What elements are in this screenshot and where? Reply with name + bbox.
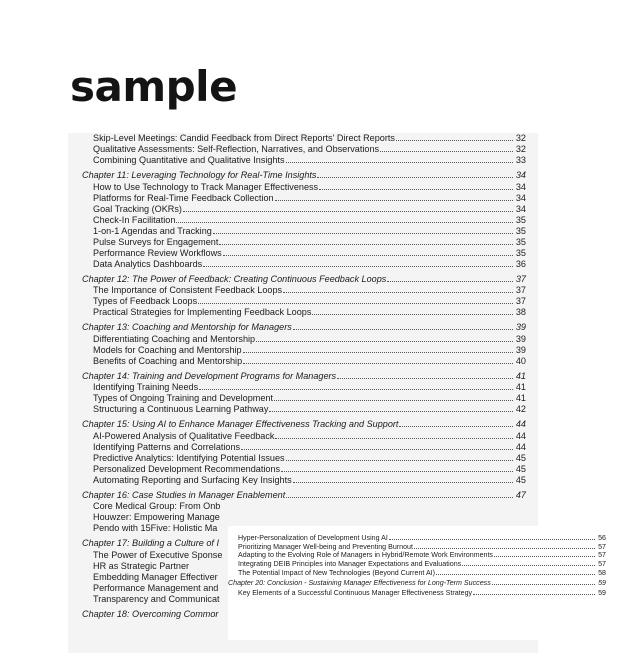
dot-leader bbox=[183, 211, 513, 212]
dot-leader bbox=[494, 556, 595, 557]
toc-chapter-heading-title: Chapter 16: Case Studies in Manager Enablement bbox=[82, 489, 286, 500]
toc-entry bbox=[82, 382, 526, 393]
toc-chapter-heading-title: Chapter 11: Leveraging Technology for Real-Time Insights bbox=[82, 170, 317, 180]
toc-entry-title: How to Use Technology to Track Manager Effectiveness bbox=[93, 181, 319, 192]
toc-chapter-heading-page-number: 44 bbox=[515, 419, 526, 429]
toc-entry-page-number: 56 bbox=[598, 534, 606, 542]
toc-entry-title: Structuring a Continuous Learning Pathway bbox=[93, 404, 269, 414]
toc-chapter-heading bbox=[82, 370, 526, 383]
toc-entry-page-number: 35 bbox=[515, 247, 526, 258]
toc-entry bbox=[82, 144, 526, 155]
toc-entry-title: Data Analytics Dashboards bbox=[93, 258, 203, 269]
toc-entry-page-number: 57 bbox=[598, 551, 606, 560]
toc-chapter bbox=[82, 133, 526, 166]
dot-leader bbox=[317, 177, 513, 178]
toc-entry bbox=[82, 334, 526, 345]
toc-entry-title: Embedding Manager Effectiver bbox=[93, 571, 218, 582]
toc-entry-page-number: 42 bbox=[515, 404, 526, 414]
toc-entry-page-number: 58 bbox=[598, 568, 606, 577]
toc-chapter bbox=[82, 370, 526, 416]
dot-leader bbox=[283, 292, 513, 293]
dot-leader bbox=[176, 222, 513, 223]
toc-entry-page-number: 41 bbox=[515, 382, 526, 392]
toc-entry-page-number: 39 bbox=[515, 344, 526, 355]
toc-entry bbox=[82, 475, 526, 486]
toc-entry-title: Types of Ongoing Training and Development bbox=[93, 393, 273, 403]
toc-entry bbox=[82, 204, 526, 215]
dot-leader bbox=[198, 303, 513, 304]
toc-entry-page-number: 32 bbox=[515, 144, 526, 154]
dot-leader bbox=[275, 200, 513, 201]
toc-entry bbox=[82, 431, 526, 442]
toc-chapter-heading-title: Chapter 15: Using AI to Enhance Manager Effectiveness Tracking and Support bbox=[82, 419, 399, 429]
toc-entry-title: 1-on-1 Agendas and Tracking bbox=[93, 225, 212, 236]
dot-leader bbox=[286, 460, 513, 461]
dot-leader bbox=[275, 438, 513, 439]
toc-entry-title: Automating Reporting and Surfacing Key Insights bbox=[93, 474, 292, 485]
toc-entry-page-number: 36 bbox=[515, 258, 526, 269]
table-of-contents-continued bbox=[228, 534, 606, 598]
toc-entry-page-number: 44 bbox=[515, 441, 526, 452]
toc-entry-page-number: 34 bbox=[515, 203, 526, 214]
toc-entry-title: Platforms for Real-Time Feedback Collection bbox=[93, 192, 274, 203]
toc-entry-title: The Power of Executive Sponse bbox=[93, 549, 223, 560]
toc-entry-page-number: 38 bbox=[515, 307, 526, 317]
toc-entry bbox=[82, 404, 526, 415]
toc-chapter-heading-title: Chapter 12: The Power of Feedback: Creating Continuous Feedback Loops bbox=[82, 273, 387, 284]
dot-leader bbox=[203, 266, 513, 267]
toc-entry bbox=[82, 248, 526, 259]
toc-entry bbox=[82, 453, 526, 464]
toc-entry bbox=[228, 589, 606, 598]
toc-entry bbox=[228, 551, 606, 560]
toc-chapter-heading-page-number: 34 bbox=[515, 170, 526, 180]
toc-entry bbox=[228, 543, 606, 552]
toc-entry-title: Integrating DEIB Principles into Manager Expectations and Evaluations bbox=[238, 560, 462, 569]
toc-entry bbox=[82, 442, 526, 453]
toc-entry-title: The Importance of Consistent Feedback Loops bbox=[93, 285, 283, 295]
toc-entry bbox=[82, 296, 526, 307]
toc-entry-title: Practical Strategies for Implementing Feedback Loops bbox=[93, 307, 312, 317]
toc-entry bbox=[82, 226, 526, 237]
toc-entry-title: Models for Coaching and Mentorship bbox=[93, 344, 242, 355]
toc-chapter bbox=[228, 534, 606, 577]
toc-entry bbox=[82, 215, 526, 226]
dot-leader bbox=[312, 314, 513, 315]
toc-entry-title: Key Elements of a Successful Continuous Manager Effectiveness Strategy bbox=[238, 588, 473, 597]
toc-entry bbox=[82, 307, 526, 318]
toc-entry bbox=[82, 155, 526, 166]
toc-entry-title: Hyper-Personalization of Development Using AI bbox=[238, 534, 388, 542]
toc-chapter-heading bbox=[82, 418, 526, 431]
toc-entry-title: Types of Feedback Loops bbox=[93, 296, 198, 306]
dot-leader bbox=[274, 400, 513, 401]
toc-chapter-heading-page-number: 47 bbox=[515, 489, 526, 500]
toc-entry-page-number: 35 bbox=[515, 214, 526, 225]
toc-entry-page-number: 39 bbox=[515, 333, 526, 344]
toc-entry-page-number: 37 bbox=[515, 296, 526, 306]
toc-entry bbox=[82, 501, 526, 512]
toc-entry bbox=[82, 193, 526, 204]
dot-leader bbox=[389, 539, 595, 540]
toc-entry-page-number: 44 bbox=[515, 430, 526, 441]
toc-chapter-heading bbox=[228, 579, 606, 589]
toc-entry bbox=[82, 393, 526, 404]
toc-entry-title: Identifying Patterns and Correlations bbox=[93, 441, 241, 452]
toc-chapter-heading-title: Chapter 18: Overcoming Commor bbox=[82, 608, 219, 619]
toc-chapter-heading-title: Chapter 14: Training and Development Programs for Managers bbox=[82, 370, 337, 381]
toc-entry-page-number: 35 bbox=[515, 225, 526, 236]
toc-chapter-heading-title: Chapter 17: Building a Culture of I bbox=[82, 538, 219, 548]
toc-chapter-heading-page-number: 37 bbox=[515, 273, 526, 284]
toc-chapter-heading-title: Chapter 13: Coaching and Mentorship for Managers bbox=[82, 322, 292, 332]
toc-chapter-heading bbox=[82, 169, 526, 182]
toc-entry bbox=[82, 237, 526, 248]
toc-entry-page-number: 57 bbox=[598, 542, 606, 551]
dot-leader bbox=[293, 482, 513, 483]
toc-entry bbox=[82, 464, 526, 475]
dot-leader bbox=[243, 352, 513, 353]
toc-entry bbox=[82, 285, 526, 296]
toc-entry-title: The Potential Impact of New Technologies (Beyond Current AI) bbox=[238, 568, 436, 577]
toc-entry-title: Skip-Level Meetings: Candid Feedback from Direct Reports' Direct Reports bbox=[93, 133, 395, 143]
toc-entry-title: Predictive Analytics: Identifying Potential Issues bbox=[93, 452, 285, 463]
dot-leader bbox=[269, 411, 513, 412]
toc-entry bbox=[82, 259, 526, 270]
toc-entry bbox=[82, 345, 526, 356]
toc-entry-page-number: 57 bbox=[598, 560, 606, 569]
toc-chapter bbox=[228, 579, 606, 597]
dot-leader bbox=[243, 363, 513, 364]
toc-entry-title: Qualitative Assessments: Self-Reflection, Narratives, and Observations bbox=[93, 144, 380, 154]
dot-leader bbox=[256, 341, 513, 342]
dot-leader bbox=[492, 584, 595, 585]
watermark-text: sample bbox=[70, 62, 238, 111]
toc-entry-page-number: 32 bbox=[515, 133, 526, 143]
toc-chapter-heading-page-number: 41 bbox=[515, 370, 526, 381]
toc-entry-title: Performance Review Workflows bbox=[93, 247, 222, 258]
toc-chapter bbox=[82, 169, 526, 270]
dot-leader bbox=[462, 565, 595, 566]
dot-leader bbox=[414, 548, 595, 549]
toc-chapter-heading-page-number: 59 bbox=[598, 579, 606, 588]
toc-entry-title: Core Medical Group: From Onb bbox=[93, 501, 221, 511]
dot-leader bbox=[473, 594, 595, 595]
toc-chapter-heading-page-number: 39 bbox=[515, 322, 526, 332]
toc-entry-page-number: 59 bbox=[598, 588, 606, 597]
dot-leader bbox=[436, 574, 595, 575]
toc-entry-page-number: 33 bbox=[515, 155, 526, 165]
toc-chapter-heading-title: Chapter 20: Conclusion - Sustaining Manager Effectiveness for Long-Term Success bbox=[228, 579, 491, 588]
toc-entry-title: Prioritizing Manager Well-being and Preventing Burnout bbox=[238, 542, 413, 551]
toc-entry-title: Check-In Facilitation bbox=[93, 214, 176, 225]
dot-leader bbox=[199, 389, 513, 390]
dot-leader bbox=[380, 151, 513, 152]
dot-leader bbox=[241, 449, 513, 450]
toc-entry-page-number: 45 bbox=[515, 474, 526, 485]
toc-chapter bbox=[82, 321, 526, 367]
toc-entry-title: Personalized Development Recommendations bbox=[93, 463, 281, 474]
toc-entry-title: Adapting to the Evolving Role of Managers in Hybrid/Remote Work Environments bbox=[238, 551, 493, 560]
toc-entry bbox=[82, 356, 526, 367]
dot-leader bbox=[281, 471, 513, 472]
toc-entry-title: Combining Quantitative and Qualitative Insights bbox=[93, 155, 285, 165]
toc-entry-title: Benefits of Coaching and Mentorship bbox=[93, 355, 243, 366]
toc-entry bbox=[82, 512, 526, 523]
toc-chapter-heading bbox=[82, 273, 526, 286]
toc-entry-page-number: 41 bbox=[515, 393, 526, 403]
dot-leader bbox=[293, 329, 513, 330]
dot-leader bbox=[219, 244, 513, 245]
dot-leader bbox=[286, 497, 513, 498]
dot-leader bbox=[387, 281, 513, 282]
toc-entry bbox=[82, 133, 526, 144]
toc-chapter-heading bbox=[82, 321, 526, 334]
dot-leader bbox=[399, 426, 513, 427]
toc-entry-page-number: 37 bbox=[515, 285, 526, 295]
toc-entry-title: HR as Strategic Partner bbox=[93, 560, 190, 571]
dot-leader bbox=[396, 140, 513, 141]
toc-entry-title: Pendo with 15Five: Holistic Ma bbox=[93, 523, 218, 533]
toc-entry-title: Performance Management and bbox=[93, 582, 219, 593]
toc-entry-title: AI-Powered Analysis of Qualitative Feedback bbox=[93, 430, 275, 441]
toc-chapter bbox=[82, 273, 526, 319]
dot-leader bbox=[337, 378, 513, 379]
toc-entry bbox=[82, 182, 526, 193]
toc-entry-page-number: 35 bbox=[515, 236, 526, 247]
dot-leader bbox=[223, 255, 513, 256]
toc-entry-title: Identifying Training Needs bbox=[93, 382, 199, 392]
toc-entry bbox=[228, 569, 606, 578]
toc-chapter bbox=[82, 418, 526, 486]
toc-entry-page-number: 45 bbox=[515, 452, 526, 463]
toc-entry-page-number: 34 bbox=[515, 192, 526, 203]
dot-leader bbox=[319, 189, 513, 190]
toc-entry-title: Goal Tracking (OKRs) bbox=[93, 203, 182, 214]
toc-entry-title: Houwzer: Empowering Manage bbox=[93, 512, 220, 522]
toc-entry-title: Pulse Surveys for Engagement bbox=[93, 236, 219, 247]
toc-chapter-heading bbox=[82, 489, 526, 502]
toc-entry-page-number: 40 bbox=[515, 355, 526, 366]
dot-leader bbox=[286, 162, 513, 163]
toc-entry bbox=[228, 534, 606, 543]
dot-leader bbox=[213, 233, 513, 234]
toc-entry-title: Transparency and Communicat bbox=[93, 593, 220, 604]
toc-entry bbox=[228, 560, 606, 569]
toc-entry-page-number: 34 bbox=[515, 181, 526, 192]
toc-entry-title: Differentiating Coaching and Mentorship bbox=[93, 333, 256, 344]
toc-entry-page-number: 45 bbox=[515, 463, 526, 474]
